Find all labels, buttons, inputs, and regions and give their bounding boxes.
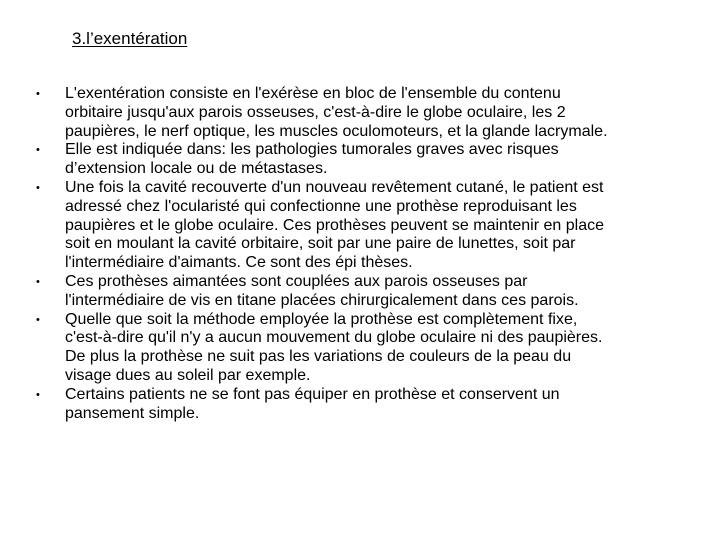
bullet-icon: • bbox=[36, 88, 40, 100]
bullet-item bbox=[36, 179, 686, 273]
bullet-text-line: Ces prothèses aimantées sont couplées aux parois osseuses par bbox=[65, 272, 528, 290]
bullet-item bbox=[36, 311, 686, 386]
bullet-item bbox=[36, 386, 686, 424]
bullet-text-line: orbitaire jusqu'aux parois osseuses, c'est-à-dire le globe oculaire, les 2 bbox=[65, 103, 566, 121]
bullet-text-line: l'intermédiaire de vis en titane placées chirurgicalement dans ces parois. bbox=[65, 291, 579, 309]
bullet-text-line: Quelle que soit la méthode employée la prothèse est complètement fixe, bbox=[65, 310, 578, 328]
bullet-text-line: l'intermédiaire d'aimants. Ce sont des épi thèses. bbox=[65, 254, 413, 272]
bullet-icon: • bbox=[36, 275, 40, 288]
bullet-item bbox=[36, 85, 686, 141]
bullet-icon: • bbox=[36, 313, 40, 326]
bullet-text-line: pansement simple. bbox=[65, 404, 200, 422]
bullet-text-line: soit en moulant la cavité orbitaire, soit par une paire de lunettes, soit par bbox=[65, 235, 576, 253]
bullet-text-line: paupières, le nerf optique, les muscles oculomoteurs, et la glande lacrymale. bbox=[65, 122, 608, 140]
bullet-text-line: d’extension locale ou de métastases. bbox=[65, 160, 328, 178]
bullet-item bbox=[36, 273, 686, 311]
bullet-text-line: De plus la prothèse ne suit pas les variations de couleurs de la peau du bbox=[65, 348, 572, 366]
slide-title: 3.l’exentération bbox=[72, 29, 188, 48]
bullet-icon: • bbox=[36, 144, 40, 157]
bullet-text-line: Certains patients ne se font pas équiper en prothèse et conservent un bbox=[65, 385, 560, 403]
bullet-text-line: adressé chez l'ocularisté qui confectionne une prothèse reproduisant les bbox=[65, 197, 577, 215]
bullet-icon: • bbox=[36, 388, 40, 401]
bullet-text-line: c'est-à-dire qu'il n'y a aucun mouvement du globe oculaire ni des paupières. bbox=[65, 329, 603, 347]
bullet-item bbox=[36, 141, 686, 179]
bullet-text-line: Une fois la cavité recouverte d'un nouveau revêtement cutané, le patient est bbox=[65, 178, 604, 196]
bullet-text-line: Elle est indiquée dans: les pathologies tumorales graves avec risques bbox=[65, 141, 559, 159]
bullet-text-line: visage dues au soleil par exemple. bbox=[65, 366, 311, 384]
bullet-text-line: L'exentération consiste en l'exérèse en bloc de l'ensemble du contenu bbox=[65, 85, 561, 102]
bullet-list bbox=[36, 85, 686, 423]
bullet-text-line: paupières et le globe oculaire. Ces prothèses peuvent se maintenir en place bbox=[65, 216, 604, 234]
bullet-icon: • bbox=[36, 181, 40, 194]
